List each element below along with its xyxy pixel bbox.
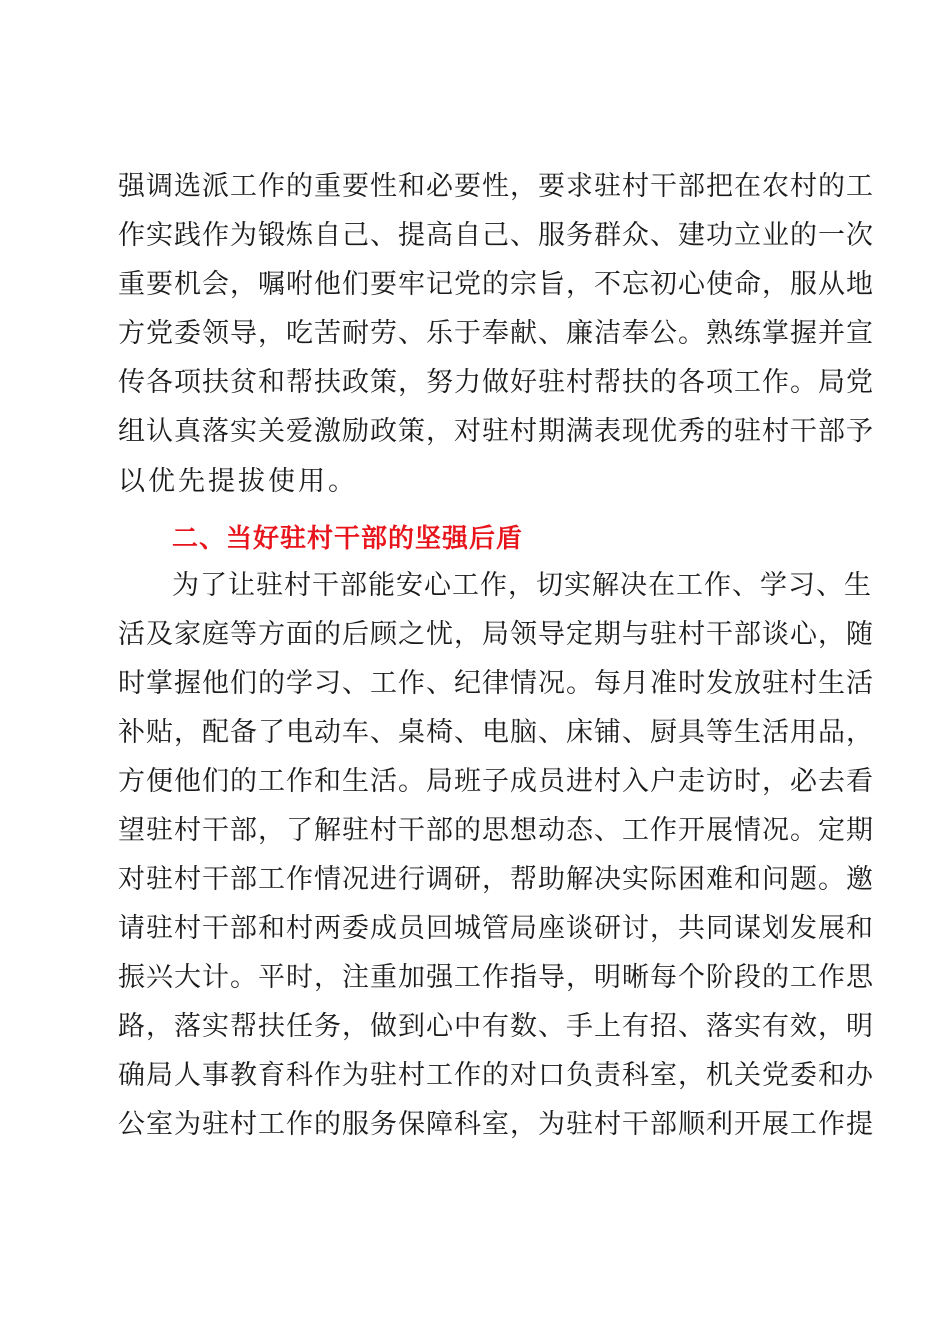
paragraph-line: 时掌握他们的学习、工作、纪律情况。每月准时发放驻村生活 — [118, 668, 874, 699]
paragraph-line: 对驻村干部工作情况进行调研，帮助解决实际困难和问题。邀 — [118, 864, 874, 895]
paragraph-line: 望驻村干部，了解驻村干部的思想动态、工作开展情况。定期 — [118, 815, 874, 846]
paragraph-line: 振兴大计。平时，注重加强工作指导，明晰每个阶段的工作思 — [118, 962, 874, 993]
paragraph-line: 为了让驻村干部能安心工作，切实解决在工作、学习、生 — [172, 570, 872, 601]
section-heading: 二、当好驻村干部的坚强后盾 — [172, 524, 524, 554]
paragraph-line: 传各项扶贫和帮扶政策，努力做好驻村帮扶的各项工作。局党 — [118, 367, 874, 398]
paragraph-line: 以优先提拔使用。 — [118, 466, 358, 497]
paragraph-line: 方便他们的工作和生活。局班子成员进村入户走访时，必去看 — [118, 766, 874, 797]
paragraph-line: 活及家庭等方面的后顾之忧，局领导定期与驻村干部谈心，随 — [118, 619, 874, 650]
paragraph-line: 路，落实帮扶任务，做到心中有数、手上有招、落实有效，明 — [118, 1011, 874, 1042]
paragraph-line: 公室为驻村工作的服务保障科室，为驻村干部顺利开展工作提 — [118, 1109, 874, 1140]
paragraph-line: 确局人事教育科作为驻村工作的对口负责科室，机关党委和办 — [118, 1060, 874, 1091]
paragraph-line: 作实践作为锻炼自己、提高自己、服务群众、建功立业的一次 — [118, 220, 874, 251]
paragraph-line: 重要机会，嘱咐他们要牢记党的宗旨，不忘初心使命，服从地 — [118, 269, 874, 300]
paragraph-line: 强调选派工作的重要性和必要性，要求驻村干部把在农村的工 — [118, 171, 874, 202]
paragraph-line: 组认真落实关爱激励政策，对驻村期满表现优秀的驻村干部予 — [118, 416, 874, 447]
paragraph-line: 方党委领导，吃苦耐劳、乐于奉献、廉洁奉公。熟练掌握并宣 — [118, 318, 874, 349]
paragraph-line: 补贴，配备了电动车、桌椅、电脑、床铺、厨具等生活用品， — [118, 717, 874, 748]
paragraph-line: 请驻村干部和村两委成员回城管局座谈研讨，共同谋划发展和 — [118, 913, 874, 944]
